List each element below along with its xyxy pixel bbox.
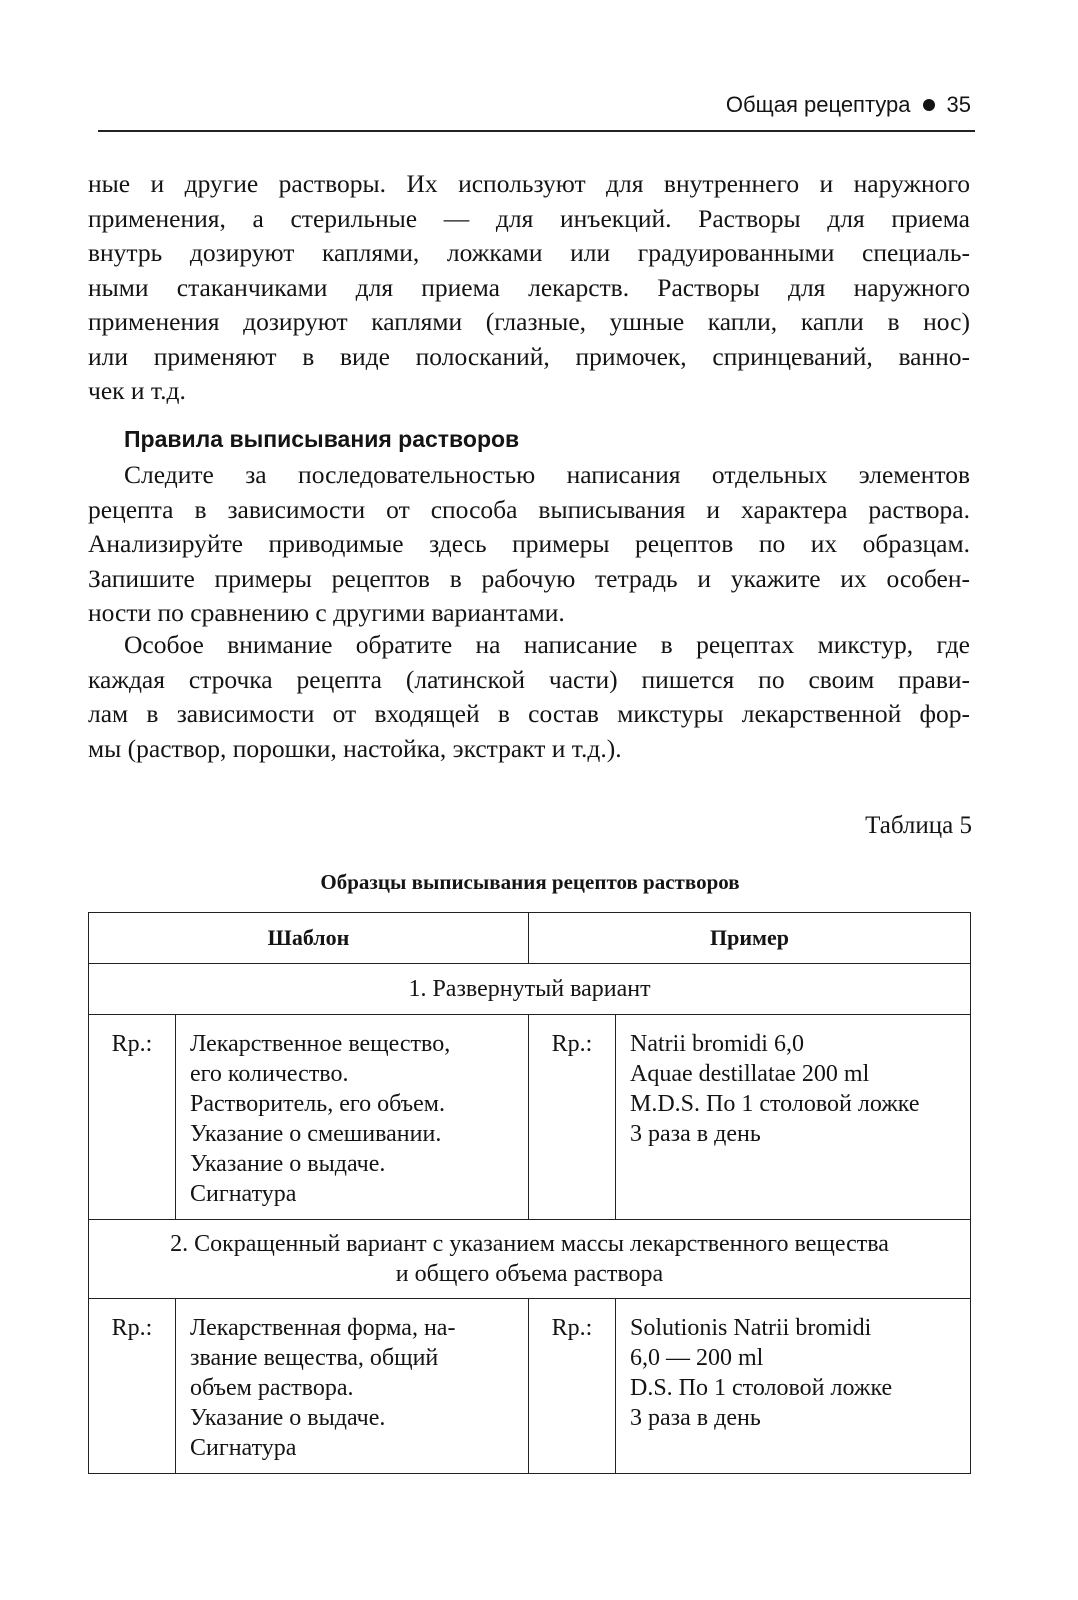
intro-paragraph [88, 167, 970, 409]
cell-line: Указание о выдаче. [190, 1405, 386, 1431]
text-line: ные и другие растворы. Их используют для внутреннего и наружного [88, 169, 970, 198]
cell-line: Solutionis Natrii bromidi [630, 1315, 872, 1341]
cell-line: 3 раза в день [630, 1121, 761, 1147]
cell-line: Natrii bromidi 6,0 [630, 1031, 804, 1057]
text-line: применения дозируют каплями (глазные, ушные капли, капли в нос) [88, 307, 970, 336]
section-title: 1. Развернутый вариант [89, 964, 971, 1015]
cell-line: Указание о смешивании. [190, 1121, 442, 1147]
cell-line: Aquae destillatae 200 ml [630, 1061, 870, 1087]
cell-line: Лекарственная форма, на- [190, 1315, 456, 1341]
template-cell [176, 1015, 529, 1220]
cell-line: Лекарственное вещество, [190, 1031, 451, 1057]
text-line: мы (раствор, порошки, настойка, экстракт и т.д.). [88, 733, 622, 763]
header-title: Общая рецептура [725, 92, 911, 117]
header-rule [98, 130, 975, 132]
cell-line: Сигнатура [190, 1181, 297, 1207]
text-line: внутрь дозируют каплями, ложками или градуированными специаль- [88, 238, 970, 267]
cell-line: D.S. По 1 столовой ложке [630, 1375, 893, 1401]
page-number: 35 [946, 92, 971, 117]
prescription-table [88, 912, 971, 1474]
cell-line: 6,0 — 200 ml [630, 1345, 764, 1371]
section-title-line: 2. Сокращенный вариант с указанием массы лекарственного вещества [170, 1231, 889, 1257]
text-line: рецепта в зависимости от способа выписывания и характера раствора. [88, 494, 970, 524]
rp-label: Rp.: [529, 1015, 616, 1220]
column-header-example: Пример [529, 913, 971, 964]
paragraph-2 [88, 628, 970, 766]
text-line: применения, а стерильные — для инъекций. Растворы для приема [88, 203, 970, 233]
text-line: чек и т.д. [88, 376, 186, 405]
header-right [726, 92, 971, 118]
cell-line: звание вещества, общий [190, 1345, 439, 1371]
example-cell [616, 1299, 971, 1474]
text-line: каждая строчка рецепта (латинской части) пишется по своим прави- [88, 664, 970, 694]
section-title [89, 1220, 971, 1299]
text-line: лам в зависимости от входящей в состав микстуры лекарственной фор- [88, 699, 970, 728]
text-line: Запишите примеры рецептов в рабочую тетрадь и укажите их особен- [88, 563, 970, 593]
table-number: Таблица 5 [865, 812, 972, 839]
table-row [89, 1015, 971, 1220]
bullet-dot-icon [923, 99, 935, 111]
table-row [89, 1299, 971, 1474]
table-header-row [89, 913, 971, 964]
cell-line: 3 раза в день [630, 1405, 761, 1431]
running-header [98, 92, 975, 128]
cell-line: его количество. [190, 1061, 349, 1087]
text-line: Анализируйте приводимые здесь примеры рецептов по их образцам. [88, 529, 970, 558]
cell-line: Указание о выдаче. [190, 1151, 386, 1177]
text-line: или применяют в виде полосканий, примочек, спринцеваний, ванно- [88, 341, 970, 371]
template-cell [176, 1299, 529, 1474]
rp-label: Rp.: [89, 1015, 176, 1220]
cell-line: Растворитель, его объем. [190, 1091, 445, 1117]
section-title-line: и общего объема раствора [395, 1261, 664, 1287]
section-row [89, 964, 971, 1015]
text-line: Следите за последовательностью написания отдельных элементов [124, 460, 970, 489]
cell-line: M.D.S. По 1 столовой ложке [630, 1091, 920, 1117]
column-header-template: Шаблон [89, 913, 529, 964]
cell-line: Сигнатура [190, 1435, 297, 1461]
section-row [89, 1220, 971, 1299]
cell-line: объем раствора. [190, 1375, 354, 1401]
text-line: ными стаканчиками для приема лекарств. Растворы для наружного [88, 272, 970, 302]
text-line: Особое внимание обратите на написание в рецептах микстур, где [124, 630, 970, 659]
section-heading: Правила выписывания растворов [124, 426, 520, 452]
example-cell [616, 1015, 971, 1220]
rp-label: Rp.: [89, 1299, 176, 1474]
paragraph-1 [88, 458, 970, 631]
table-title: Образцы выписывания рецептов растворов [320, 870, 740, 894]
text-line: ности по сравнению с другими вариантами. [88, 598, 565, 627]
rp-label: Rp.: [529, 1299, 616, 1474]
